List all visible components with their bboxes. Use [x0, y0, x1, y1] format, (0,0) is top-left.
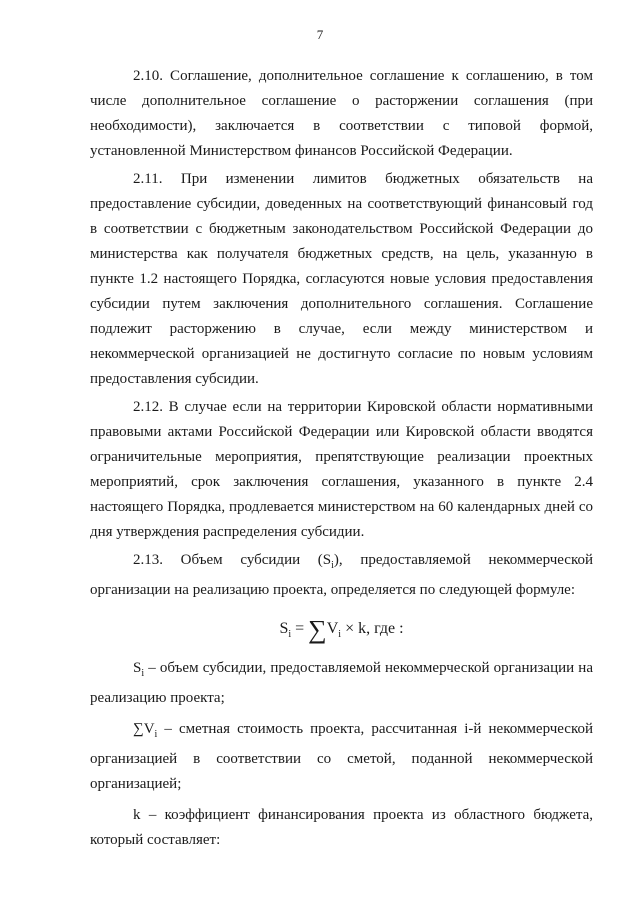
- subsidy-formula: [90, 608, 593, 650]
- document-body: [90, 64, 593, 853]
- paragraph-2-13-before: 2.13. Объем субсидии (: [133, 552, 323, 568]
- paragraph-2-13: [90, 548, 593, 603]
- paragraph-2-13-after: ), предоставляемой некоммерческой организации на реализацию проекта, определяется по следующей формуле:: [90, 552, 593, 598]
- paragraph-2-10: 2.10. Соглашение, дополнительное соглашение к соглашению, в том числе дополнительное соглашение о расторжении соглашения (при необходимости), заключается в соответствии с типовой формой, установленной Министерством финансов Российской Федерации.: [90, 68, 593, 159]
- paragraph-2-12: 2.12. В случае если на территории Кировской области нормативными правовыми актами Российской Федерации или Кировской области вводятся ограничительные мероприятия, препятствующие реализации проектных мероприятий, срок заключения соглашения, указанного в пункте 2.4 настоящего Порядка, продлевается министерством на 60 календарных дней со дня утверждения распределения субсидии.: [90, 399, 593, 540]
- formula-sum-sign: ∑: [308, 615, 327, 644]
- subsidy-symbol: $S_i$: [322, 552, 334, 571]
- definition-sum-v-symbol: $\sum V_i$: [133, 721, 158, 740]
- definition-si: [90, 656, 593, 711]
- definition-sum-v: [90, 717, 593, 797]
- definition-si-text: – объем субсидии, предоставляемой некоммерческой организации на реализацию проекта;: [90, 660, 593, 706]
- page-number: 7: [316, 27, 324, 42]
- definition-k: k – коэффициент финансирования проекта из областного бюджета, который составляет:: [90, 807, 593, 848]
- paragraph-2-11: 2.11. При изменении лимитов бюджетных обязательств на предоставление субсидии, доведенных на соответствующий финансовый год в соответствии с бюджетным законодательством Российской Федерации до министерства как получателя бюджетных средств, на цель, указанную в пункте 1.2 настоящего Порядка, согласуются новые условия предоставления субсидии путем заключения дополнительного соглашения. Соглашение подлежит расторжению в случае, если между министерством и некоммерческой организацией не достигнуто согласие по новым условиям предоставления субсидии.: [90, 171, 593, 387]
- formula-tail: , где :: [366, 620, 404, 637]
- formula-times-k: × k: [341, 620, 367, 637]
- formula-lhs: $S_i$: [279, 620, 292, 641]
- formula-equals: =: [291, 620, 309, 637]
- formula-v: $V_i$: [326, 620, 342, 641]
- definition-sum-v-text: – сметная стоимость проекта, рассчитанная i-й некоммерческой организацией в соответствии со сметой, поданной некоммерческой организацией;: [90, 721, 593, 792]
- definition-si-symbol: $S_i$: [133, 660, 145, 679]
